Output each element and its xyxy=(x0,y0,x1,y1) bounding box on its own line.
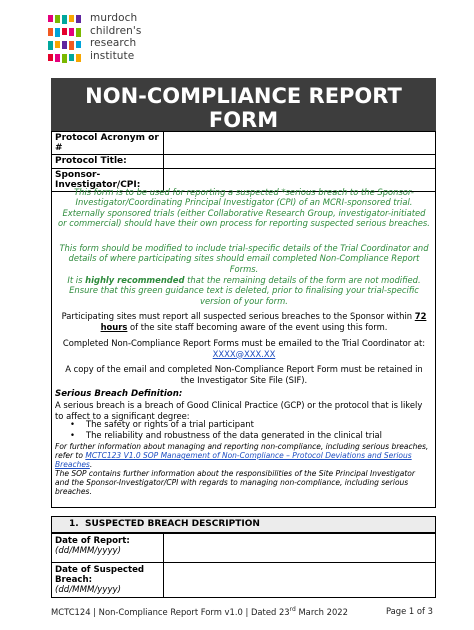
protocol-title-field[interactable] xyxy=(164,155,436,169)
retention-instruction-text: A copy of the email and completed Non-Compliance Report Form must be retained in the Investigator Site File (SIF). xyxy=(65,364,423,385)
trial-coordinator-email-link[interactable]: XXXX@XXX.XX xyxy=(212,348,276,359)
logo-block xyxy=(76,41,81,48)
logo-line: research xyxy=(90,37,137,50)
email-instruction-text: Completed Non-Compliance Report Forms must be emailed to the Trial Coordinator at: XXXX@XXX.XX xyxy=(62,338,426,359)
guidance-paragraph-1: This form is to be used for reporting a suspected *serious breach to the Sponsor-Investigator/Coordinating Principal Investigator (CPI) of an MCRI-sponsored trial. Externally sponsored trials (either Collaborative Research Group, investigator-initiated or commercial) should have their own process for reporting suspected serious breaches. xyxy=(58,187,430,228)
logo-block xyxy=(62,15,67,24)
form-title: NON-COMPLIANCE REPORT FORM xyxy=(51,78,436,131)
protocol-table xyxy=(51,131,436,192)
logo-block xyxy=(62,28,67,35)
logo-block xyxy=(48,15,53,22)
logo-block xyxy=(55,15,60,23)
logo-block xyxy=(69,54,74,61)
logo-block xyxy=(55,41,60,48)
deadline-hours: 72 hours xyxy=(100,311,427,332)
logo-mark xyxy=(48,13,82,67)
section-heading: 1. SUSPECTED BREACH DESCRIPTION xyxy=(51,516,436,533)
logo-block xyxy=(48,54,53,61)
date-of-report-field[interactable] xyxy=(164,534,436,563)
logo-block xyxy=(55,54,60,62)
guidance-paragraph-2: This form should be modified to include trial-specific details of the Trial Coordinator and details of where participating sites should email completed Non-Compliance Report Forms. xyxy=(59,243,429,274)
definition-text: A serious breach is a breach of Good Clinical Practice (GCP) or the protocol that is likely to affect to a significant degree: xyxy=(55,400,423,421)
date-of-breach-label: Date of Suspected Breach: (dd/MMM/yyyy) xyxy=(52,563,164,598)
sop-link[interactable]: MCTC123 V1.0 SOP Management of Non-Compliance – Protocol Deviations and Serious Breaches xyxy=(55,451,412,469)
logo-block xyxy=(62,54,67,63)
protocol-acronym-label: Protocol Acronym or # xyxy=(52,132,164,155)
logo-block xyxy=(76,15,81,23)
logo-line: institute xyxy=(90,49,135,62)
logo-block xyxy=(55,28,60,37)
logo-block xyxy=(76,28,81,37)
logo-block xyxy=(62,41,67,49)
protocol-title-label: Protocol Title: xyxy=(52,155,164,169)
guidance-emphasis: highly recommended xyxy=(85,275,185,285)
sponsor-label: Sponsor-Investigator/CPI: xyxy=(52,169,164,192)
sop-reference-note: For further information about managing and reporting non-compliance, including serious breaches, refer to MCTC123 V1.0 SOP Management of Non-Compliance – Protocol Deviations and Serious Breaches. xyxy=(55,442,429,469)
date-of-report-label: Date of Report: (dd/MMM/yyyy) xyxy=(52,534,164,563)
logo-line: children's xyxy=(90,24,142,37)
logo-block xyxy=(48,28,53,36)
guidance-paragraph-3: It is highly recommended that the remaining details of the form are not modified. Ensure that this green guidance text is deleted, prior to finalising your trial-specific version of your form. xyxy=(67,275,421,306)
logo-block xyxy=(69,41,74,50)
logo-block xyxy=(48,41,53,50)
footer-document-info: MCTC124 | Non-Compliance Report Form v1.0 | Dated 23rd March 2022 xyxy=(51,606,348,617)
definition-heading: Serious Breach Definition: xyxy=(55,389,183,399)
logo-text xyxy=(90,12,142,62)
mcri-logo xyxy=(48,12,188,68)
report-deadline-text: Participating sites must report all suspected serious breaches to the Sponsor within 72 hours of the site staff becoming aware of the event using this form. xyxy=(61,311,427,332)
definition-bullet: • The safety or rights of a trial participant xyxy=(70,419,254,429)
logo-line: murdoch xyxy=(90,12,138,24)
definition-bullet: • The reliability and robustness of the data generated in the clinical trial xyxy=(70,430,382,440)
protocol-acronym-field[interactable] xyxy=(164,132,436,155)
date-of-breach-field[interactable] xyxy=(164,563,436,598)
logo-block xyxy=(69,28,74,36)
logo-block xyxy=(69,15,74,22)
breach-dates-table xyxy=(51,533,436,598)
sop-responsibilities-note: The SOP contains further information about the responsibilities of the Site Principal Investigator and the Sponsor-Investigator/CPI with regards to managing non-compliance, including serious breaches. xyxy=(55,469,415,496)
logo-block xyxy=(76,54,81,62)
page-number: Page 1 of 3 xyxy=(386,606,433,616)
